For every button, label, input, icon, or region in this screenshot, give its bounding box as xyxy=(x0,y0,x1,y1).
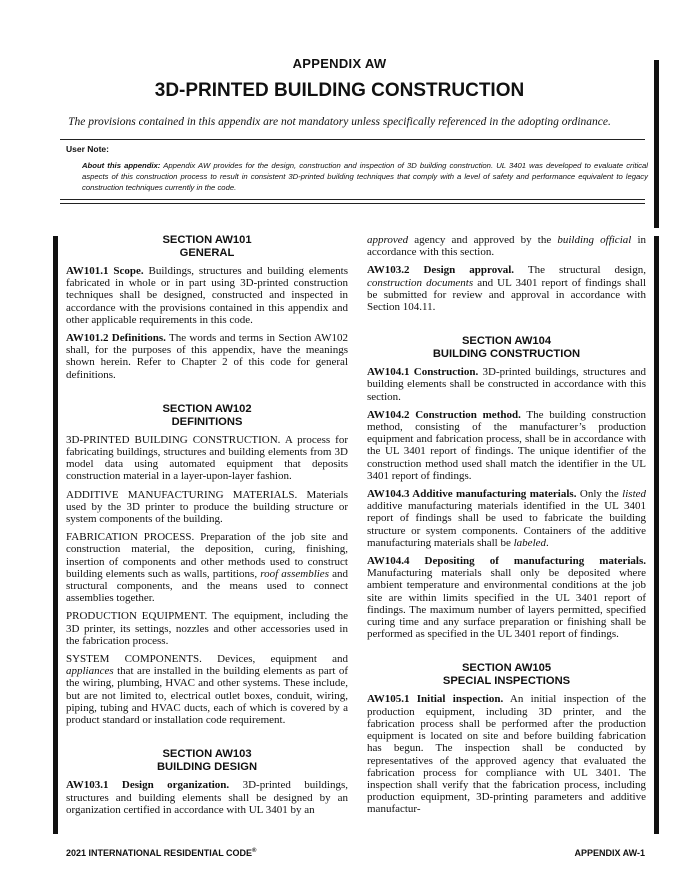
definition-text: Materials used by the 3D printer to produce the building structure or system components of the building. xyxy=(66,488,348,526)
definition-text: The equipment, including the 3D printer, its settings, nozzles and other accessories used in the fabrication process. xyxy=(66,610,348,647)
page-title: 3D-PRINTED BUILDING CONSTRUCTION xyxy=(154,80,525,101)
clause-text: The structural design, xyxy=(527,264,646,277)
change-bar-left xyxy=(53,236,58,834)
section-number: SECTION AW103 xyxy=(162,748,252,761)
definition-text: A process for fabricating buildings, structures and building elements from 3D model data using automated equipment that deposits construction material in a layer-upon-layer fashion. xyxy=(66,433,348,483)
clause-text: The building construction method, consisting of the manufacturer’s production equipment and fabrication process, shall be in accordance with the UL 3401 report of findings. The unique identifier of the construction method used shall match the identifier in the UL 3401 report of findings. xyxy=(367,408,646,482)
definition-term: PRODUCTION EQUIPMENT. xyxy=(66,610,208,623)
clause-label: AW105.1 Initial inspection. xyxy=(367,693,504,706)
definition-term: ADDITIVE MANUFACTURING MATERIALS. xyxy=(66,488,298,501)
defined-term-italic: appliances xyxy=(66,665,114,678)
section-name: DEFINITIONS xyxy=(171,415,243,428)
definition-text: that are installed in the building elements as part of the wiring, plumbing, HVAC and other systems. These include, but are not limited to, electrical outlet boxes, conduit, wiring, piping, tubing and HVAC ducts, each of which is covered by a product standard or installation code requirement. xyxy=(66,665,349,727)
definition-system-components xyxy=(66,653,348,726)
clause-label: AW101.1 Scope. xyxy=(66,265,144,277)
clause-label: AW103.1 Design organization. xyxy=(66,779,230,792)
definition-term: FABRICATION PROCESS. xyxy=(66,531,195,544)
clause-label: AW104.1 Construction. xyxy=(367,366,479,379)
section-aw103-heading xyxy=(66,748,348,774)
section-name: GENERAL xyxy=(179,247,235,259)
definition-fabrication-process xyxy=(66,531,348,604)
clause-text: additive manufacturing materials identified in the UL 3401 report of findings shall be used to fabricate the building structure or system components. Containers of the additive manufacturing materials shall be xyxy=(367,500,646,549)
definition-term: 3D-PRINTED BUILDING CONSTRUCTION. xyxy=(66,433,281,446)
clause-text: . xyxy=(546,536,549,549)
clause-label: AW104.4 Depositing of manufacturing materials. xyxy=(367,555,646,568)
section-aw104-heading xyxy=(367,335,646,361)
paragraph-aw101-1 xyxy=(66,265,348,326)
clause-text: and UL 3401 report of findings shall be submitted for review and approval in accordance with Section 104.11. xyxy=(367,276,646,314)
clause-text: The words and terms in Section AW102 shall, for the purposes of this appendix, have the meanings shown herein. Refer to Chapter 2 of this code for general definitions. xyxy=(66,332,348,381)
footer-code-title xyxy=(66,848,256,858)
clause-label: AW103.2 Design approval. xyxy=(367,264,515,277)
section-number: SECTION AW101 xyxy=(162,234,252,246)
paragraph-aw103-1-continued xyxy=(367,234,646,258)
registered-mark: ® xyxy=(252,848,257,854)
definition-text: and structural components, and the means used to connect assemblies together. xyxy=(66,567,349,605)
divider-top xyxy=(60,139,645,140)
clause-text: agency and approved by the xyxy=(414,234,552,246)
section-number: SECTION AW105 xyxy=(461,662,552,675)
paragraph-aw103-1 xyxy=(66,779,348,816)
user-note-lead: About this appendix: xyxy=(82,161,161,170)
user-note-label: User Note: xyxy=(66,144,109,154)
definition-text: Preparation of the job site and construction material, the deposition, curing, finishing, insertion of components and other methods used to construct building elements such as walls, partitions, xyxy=(66,531,348,580)
defined-term-italic: building official xyxy=(557,234,632,246)
definition-additive-materials xyxy=(66,489,348,526)
clause-text: 3D-printed buildings, structures and building elements shall be designed by an organization certified in accordance with UL 3401 by an xyxy=(66,779,348,816)
change-bar-right xyxy=(654,236,659,834)
section-aw105-heading xyxy=(367,662,646,688)
section-name: SPECIAL INSPECTIONS xyxy=(442,675,571,688)
clause-text: An initial inspection of the production equipment, including 3D printer, and the fabrication process shall be performed after the production equipment is located on site and before building fabrication has begun. The inspection shall be conducted by representatives of the approved agency that evaluated the fabrication process for compliance with UL 3401. The inspection shall verify that the fabrication process, including production equipment, 3D-printing parameters and additive manufactur- xyxy=(367,693,646,816)
defined-term-italic: labeled xyxy=(513,536,547,549)
clause-text: Manufacturing materials shall only be deposited where ambient temperature and environmental conditions at the job site are within limits specified in the UL 3401 report of findings. The maximum number of layers permitted, specified curing time and any surface preparation or finishing shall be performed as specified in the UL 3401 report of findings. xyxy=(367,567,646,641)
divider-mid-2 xyxy=(60,203,645,204)
footer-page-number: APPENDIX AW-1 xyxy=(574,848,645,858)
defined-term-italic: construction documents xyxy=(367,276,474,289)
section-aw101-heading xyxy=(66,234,348,260)
definition-text: Devices, equipment and xyxy=(217,653,349,666)
paragraph-aw104-2 xyxy=(367,409,646,482)
user-note-text xyxy=(82,160,648,193)
paragraph-aw105-1 xyxy=(367,693,646,815)
provisions-statement: The provisions contained in this appendix are not mandatory unless specifically referenced in the adopting ordinance. xyxy=(68,116,611,128)
defined-term-italic: roof assemblies xyxy=(260,567,329,580)
defined-term-italic: listed xyxy=(622,488,647,501)
clause-label: AW101.2 Definitions. xyxy=(66,332,166,345)
footer-code-name: 2021 INTERNATIONAL RESIDENTIAL CODE xyxy=(66,848,253,858)
paragraph-aw101-2 xyxy=(66,332,348,381)
clause-text: Only the xyxy=(579,488,619,501)
column-left xyxy=(66,234,348,822)
appendix-label: APPENDIX AW xyxy=(292,56,387,71)
clause-text: in accordance with this section. xyxy=(367,234,647,259)
definition-term: SYSTEM COMPONENTS. xyxy=(66,653,202,666)
clause-text: Buildings, structures and building elements fabricated in whole or in part using 3D-printed construction techniques shall be designed, constructed and inspected in accordance with the provisions contained in this appendix and other applicable requirements in this code. xyxy=(66,265,349,326)
defined-term-italic: approved xyxy=(367,234,409,246)
paragraph-aw103-2 xyxy=(367,264,646,313)
clause-text: 3D-printed buildings, structures and building elements shall be constructed in accordance with this section. xyxy=(367,366,646,403)
definition-production-equipment xyxy=(66,610,348,647)
section-aw102-heading xyxy=(66,403,348,429)
divider-mid-1 xyxy=(60,199,645,200)
paragraph-aw104-3 xyxy=(367,488,646,549)
paragraph-aw104-1 xyxy=(367,366,646,403)
section-number: SECTION AW102 xyxy=(162,402,252,415)
definition-3d-printed xyxy=(66,434,348,483)
clause-label: AW104.2 Construction method. xyxy=(367,408,521,421)
change-bar-header xyxy=(654,60,659,228)
user-note-body: Appendix AW provides for the design, construction and inspection of 3D building construction. UL 3401 was developed to evaluate critical aspects of this construction process to result in consistent 3D-printed building techniques that comply with a level of safety and performance equivalent to legacy construction techniques currently in the code. xyxy=(82,161,648,192)
clause-label: AW104.3 Additive manufacturing materials. xyxy=(367,488,577,501)
section-name: BUILDING DESIGN xyxy=(156,761,258,774)
column-right xyxy=(367,234,646,822)
section-number: SECTION AW104 xyxy=(461,335,552,348)
paragraph-aw104-4 xyxy=(367,555,646,640)
section-name: BUILDING CONSTRUCTION xyxy=(432,348,581,361)
